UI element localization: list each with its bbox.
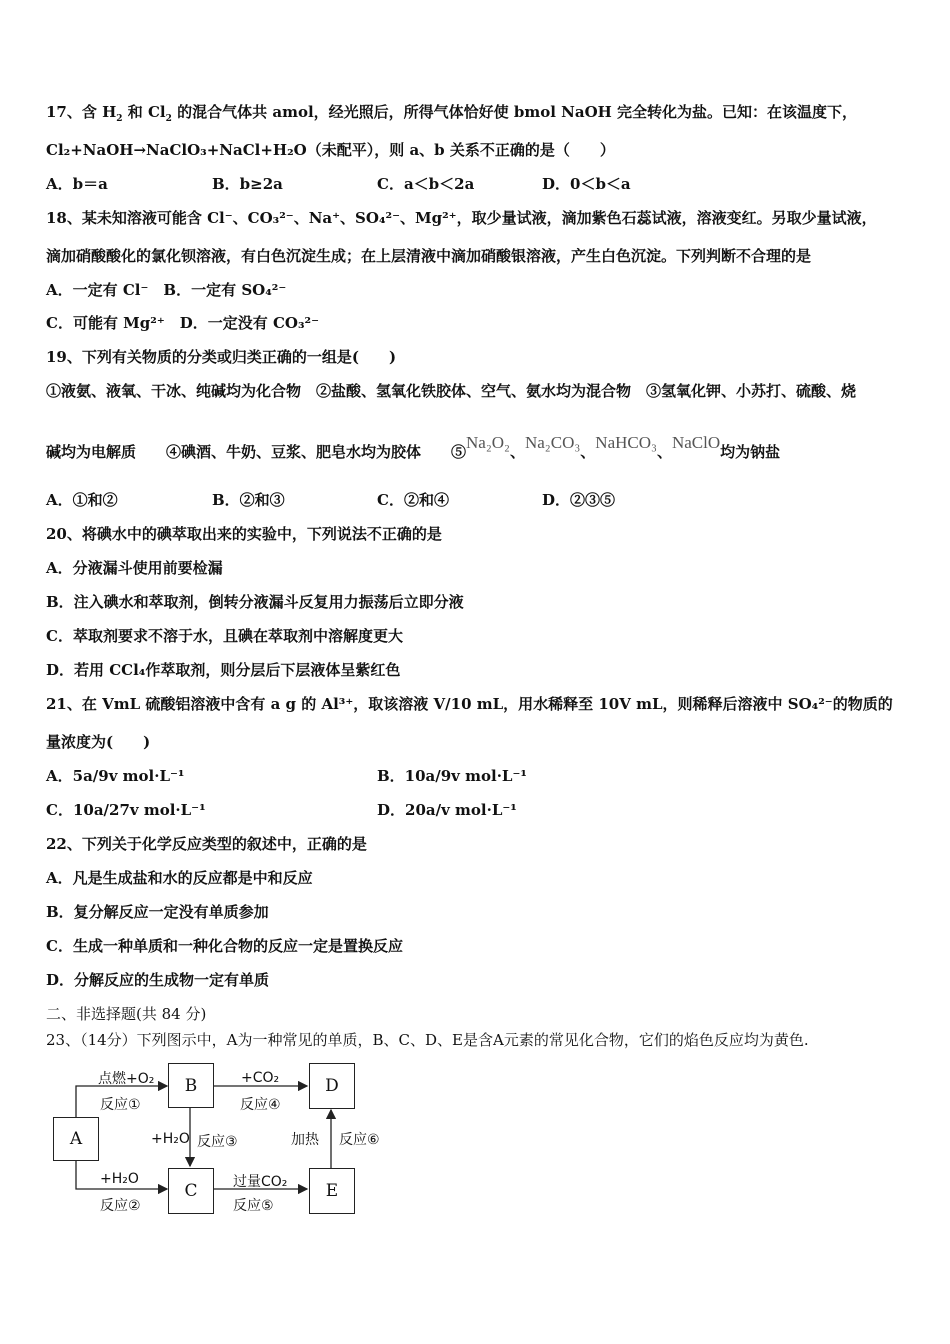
node-e: E [309, 1168, 355, 1214]
q21-option-d: D．20a/v mol·L⁻¹ [377, 801, 517, 819]
q20-option-c: C．萃取剂要求不溶于水，且碘在萃取剂中溶解度更大 [46, 627, 403, 645]
q19-option-b: B．②和③ [212, 491, 285, 509]
label-bc-left: +H₂O [151, 1131, 190, 1147]
q22-option-b: B．复分解反应一定没有单质参加 [46, 903, 269, 921]
q20-option-b: B．注入碘水和萃取剂，倒转分液漏斗反复用力振荡后立即分液 [46, 593, 464, 611]
formula-na2co3: Na₂CO₃ [524, 433, 581, 452]
label-bd-top: +CO₂ [241, 1070, 280, 1086]
q23-line1: 23、（14分）下列图示中，A为一种常见的单质，B、C、D、E是含A元素的常见化合物，它们的焰色反应均为黄色. [46, 1031, 809, 1049]
formula-na2o2: Na₂O₂ [466, 433, 510, 452]
label-ce-top: 过量CO₂ [233, 1174, 288, 1190]
q17-option-c: C．a＜b＜2a [377, 175, 475, 193]
q22-option-d: D．分解反应的生成物一定有单质 [46, 971, 270, 989]
section-title: 二、非选择题(共 84 分) [46, 1005, 207, 1023]
q21-option-b: B．10a/9v mol·L⁻¹ [377, 767, 527, 785]
label-bd-bottom: 反应④ [240, 1097, 281, 1113]
label-ed-right: 反应⑥ [339, 1132, 380, 1148]
q20-line1: 20、将碘水中的碘萃取出来的实验中，下列说法不正确的是 [46, 525, 442, 543]
q17-line1: 17、含 $H_2$ 和 $Cl_2$ 的混合气体共 amol，经光照后，所得气体恰好使 bmol NaOH 完全转化为盐。已知：在该温度下， [46, 103, 858, 124]
node-c: C [168, 1168, 214, 1214]
formula-naclo: NaClO [671, 433, 721, 452]
label-ab-top: 点燃+O₂ [98, 1071, 155, 1087]
q19-line3: 碱均为电解质 ④碘酒、牛奶、豆浆、肥皂水均为胶体 ⑤Na₂O₂、Na₂CO₃、NaHCO₃、NaClO均为钠盐 [46, 433, 781, 461]
label-bc-right: 反应③ [197, 1134, 238, 1150]
q19-line2: ①液氨、液氧、干冰、纯碱均为化合物 ②盐酸、氢氧化铁胶体、空气、氨水均为混合物 ③氢氧化钾、小苏打、硫酸、烧 [46, 382, 857, 400]
q19-line1: 19、下列有关物质的分类或归类正确的一组是( ) [46, 348, 397, 366]
q18-options-ab: A．一定有 Cl⁻ B．一定有 SO₄²⁻ [46, 281, 287, 299]
q21-option-c: C．10a/27v mol·L⁻¹ [46, 801, 206, 819]
q22-option-c: C．生成一种单质和一种化合物的反应一定是置换反应 [46, 937, 403, 955]
q20-option-d: D．若用 CCl₄作萃取剂，则分层后下层液体呈紫红色 [46, 661, 401, 679]
label-ac-bottom: 反应② [100, 1198, 141, 1214]
q22-option-a: A．凡是生成盐和水的反应都是中和反应 [46, 869, 313, 887]
node-b: B [168, 1063, 214, 1108]
node-d: D [309, 1063, 355, 1109]
q17-option-a: A．b＝a [46, 175, 108, 193]
q18-line1: 18、某未知溶液可能含 Cl⁻、CO₃²⁻、Na⁺、SO₄²⁻、Mg²⁺，取少量试液，滴加紫色石蕊试液，溶液变红。另取少量试液， [46, 209, 877, 227]
q21-option-a: A．5a/9v mol·L⁻¹ [46, 767, 185, 785]
q22-line1: 22、下列关于化学反应类型的叙述中，正确的是 [46, 835, 367, 853]
q20-option-a: A．分液漏斗使用前要检漏 [46, 559, 223, 577]
q19-option-c: C．②和④ [377, 491, 449, 509]
q19-option-a: A．①和② [46, 491, 118, 509]
q17-line2: Cl₂+NaOH→NaClO₃+NaCl+H₂O（未配平），则 a、b 关系不正确的是（ ） [46, 141, 615, 159]
label-ce-bottom: 反应⑤ [233, 1198, 274, 1214]
q18-options-cd: C．可能有 Mg²⁺ D．一定没有 CO₃²⁻ [46, 314, 320, 332]
label-ed-left: 加热 [291, 1132, 319, 1148]
q21-line1: 21、在 VmL 硫酸铝溶液中含有 a g 的 Al³⁺，取该溶液 V/10 mL，用水稀释至 10V mL，则稀释后溶液中 SO₄²⁻的物质的 [46, 695, 893, 713]
q19-option-d: D．②③⑤ [542, 491, 616, 509]
q17-option-d: D．0＜b＜a [542, 175, 631, 193]
q21-line2: 量浓度为( ) [46, 733, 151, 751]
label-ac-top: +H₂O [100, 1171, 139, 1187]
node-a: A [53, 1117, 99, 1161]
q18-line2: 滴加硝酸酸化的氯化钡溶液，有白色沉淀生成；在上层清液中滴加硝酸银溶液，产生白色沉淀。下列判断不合理的是 [46, 247, 812, 265]
q17-option-b: B．b≥2a [212, 175, 283, 193]
formula-nahco3: NaHCO₃ [595, 433, 657, 452]
label-ab-bottom: 反应① [100, 1097, 141, 1113]
